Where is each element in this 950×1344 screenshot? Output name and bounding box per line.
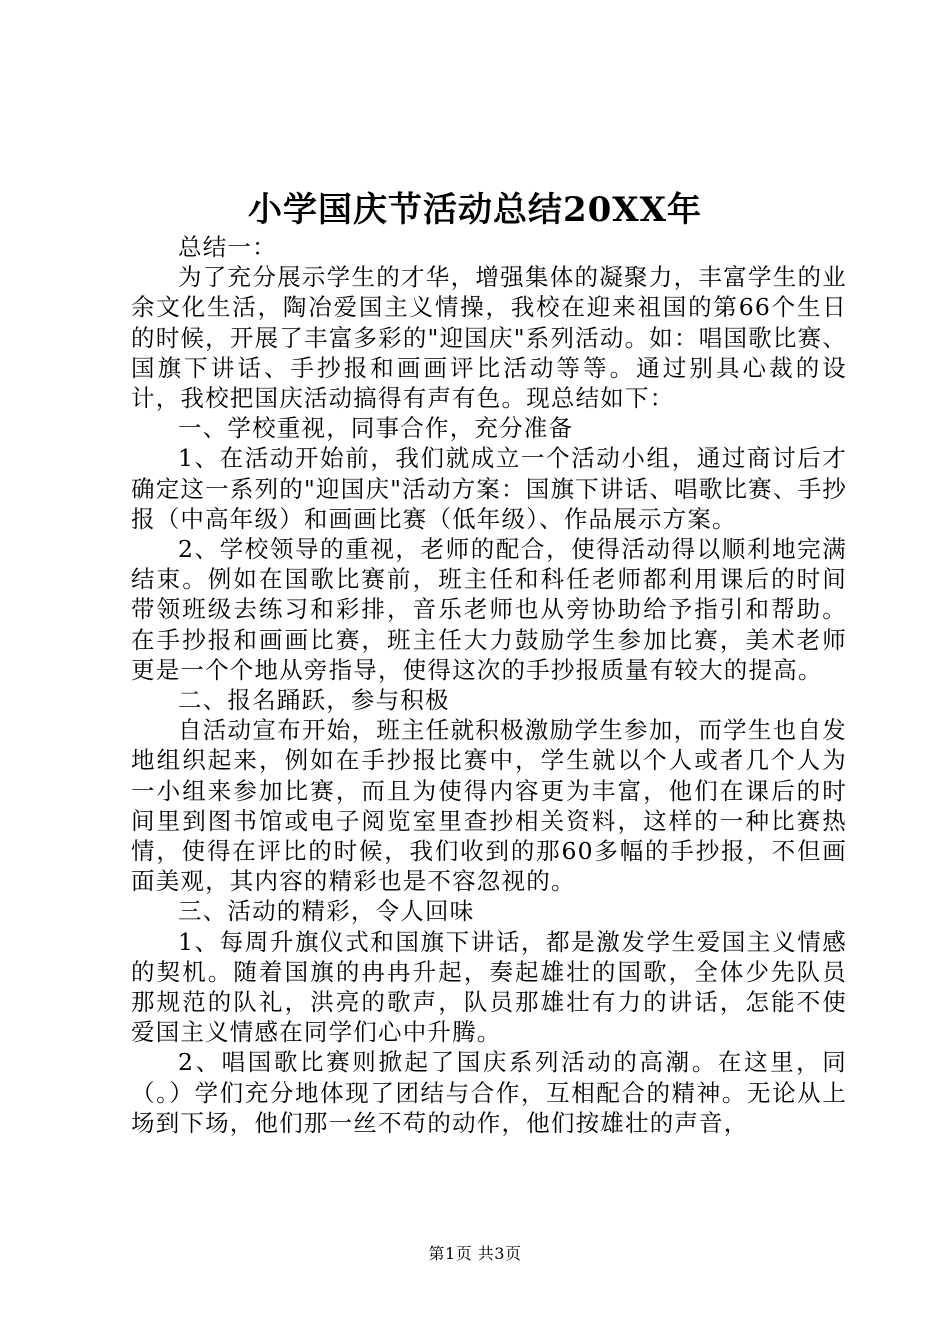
section-label: 总结一：: [178, 233, 277, 261]
heading-enthusiastic-signup: 二、报名踊跃，参与积极: [178, 686, 450, 715]
heading-activity-highlights: 三、活动的精彩，令人回味: [178, 897, 475, 926]
paragraph-item-1-flag-ceremony: 1、每周升旗仪式和国旗下讲话，都是激发学生爱国主义情感的契机。随着国旗的冉冉升起，奏起雄壮的国歌，全体少先队员那规范的队礼，洪亮的歌声，队员那雄壮有力的讲话，怎能不使爱国主义情感在同学们心中升腾。: [131, 927, 847, 1047]
paragraph-participation: 自活动宣布开始，班主任就积极激励学生参加，而学生也自发地组织起来，例如在手抄报比赛中，学生就以个人或者几个人为一小组来参加比赛，而且为使得内容更为丰富，他们在课后的时间里到图书馆或电子阅览室里查抄相关资料，这样的一种比赛热情，使得在评比的时候，我们收到的那60多幅的手抄报，不但画面美观，其内容的精彩也是不容忽视的。: [131, 716, 847, 896]
paragraph-intro: 为了充分展示学生的才华，增强集体的凝聚力，丰富学生的业余文化生活，陶冶爱国主义情操，我校在迎来祖国的第66个生日的时候，开展了丰富多彩的"迎国庆"系列活动。如：唱国歌比赛、国旗下讲话、手抄报和画画评比活动等等。通过别具心裁的设计，我校把国庆活动搞得有声有色。现总结如下：: [131, 263, 847, 413]
document-body: [131, 232, 847, 1138]
paragraph-item-2-leadership: 2、学校领导的重视，老师的配合，使得活动得以顺利地完满结束。例如在国歌比赛前，班主任和科任老师都利用课后的时间带领班级去练习和彩排，音乐老师也从旁协助给予指引和帮助。在手抄报和画画比赛，班主任大力鼓励学生参加比赛，美术老师更是一个个地从旁指导，使得这次的手抄报质量有较大的提高。: [131, 535, 847, 684]
page-indicator: 第1页 共3页: [428, 1244, 522, 1263]
paragraph-item-2-anthem-contest: 2、唱国歌比赛则掀起了国庆系列活动的高潮。在这里，同（。）学们充分地体现了团结与合作，互相配合的精神。无论从上场到下场，他们那一丝不苟的动作，他们按雄壮的声音，: [131, 1048, 847, 1137]
document-title: 小学国庆节活动总结20XX年: [247, 190, 703, 230]
heading-school-attention: 一、学校重视，同事合作，充分准备: [178, 414, 574, 443]
paragraph-item-1-preparation: 1、在活动开始前，我们就成立一个活动小组，通过商讨后才确定这一系列的"迎国庆"活动方案：国旗下讲话、唱歌比赛、手抄报（中高年级）和画画比赛（低年级）、作品展示方案。: [131, 444, 847, 533]
